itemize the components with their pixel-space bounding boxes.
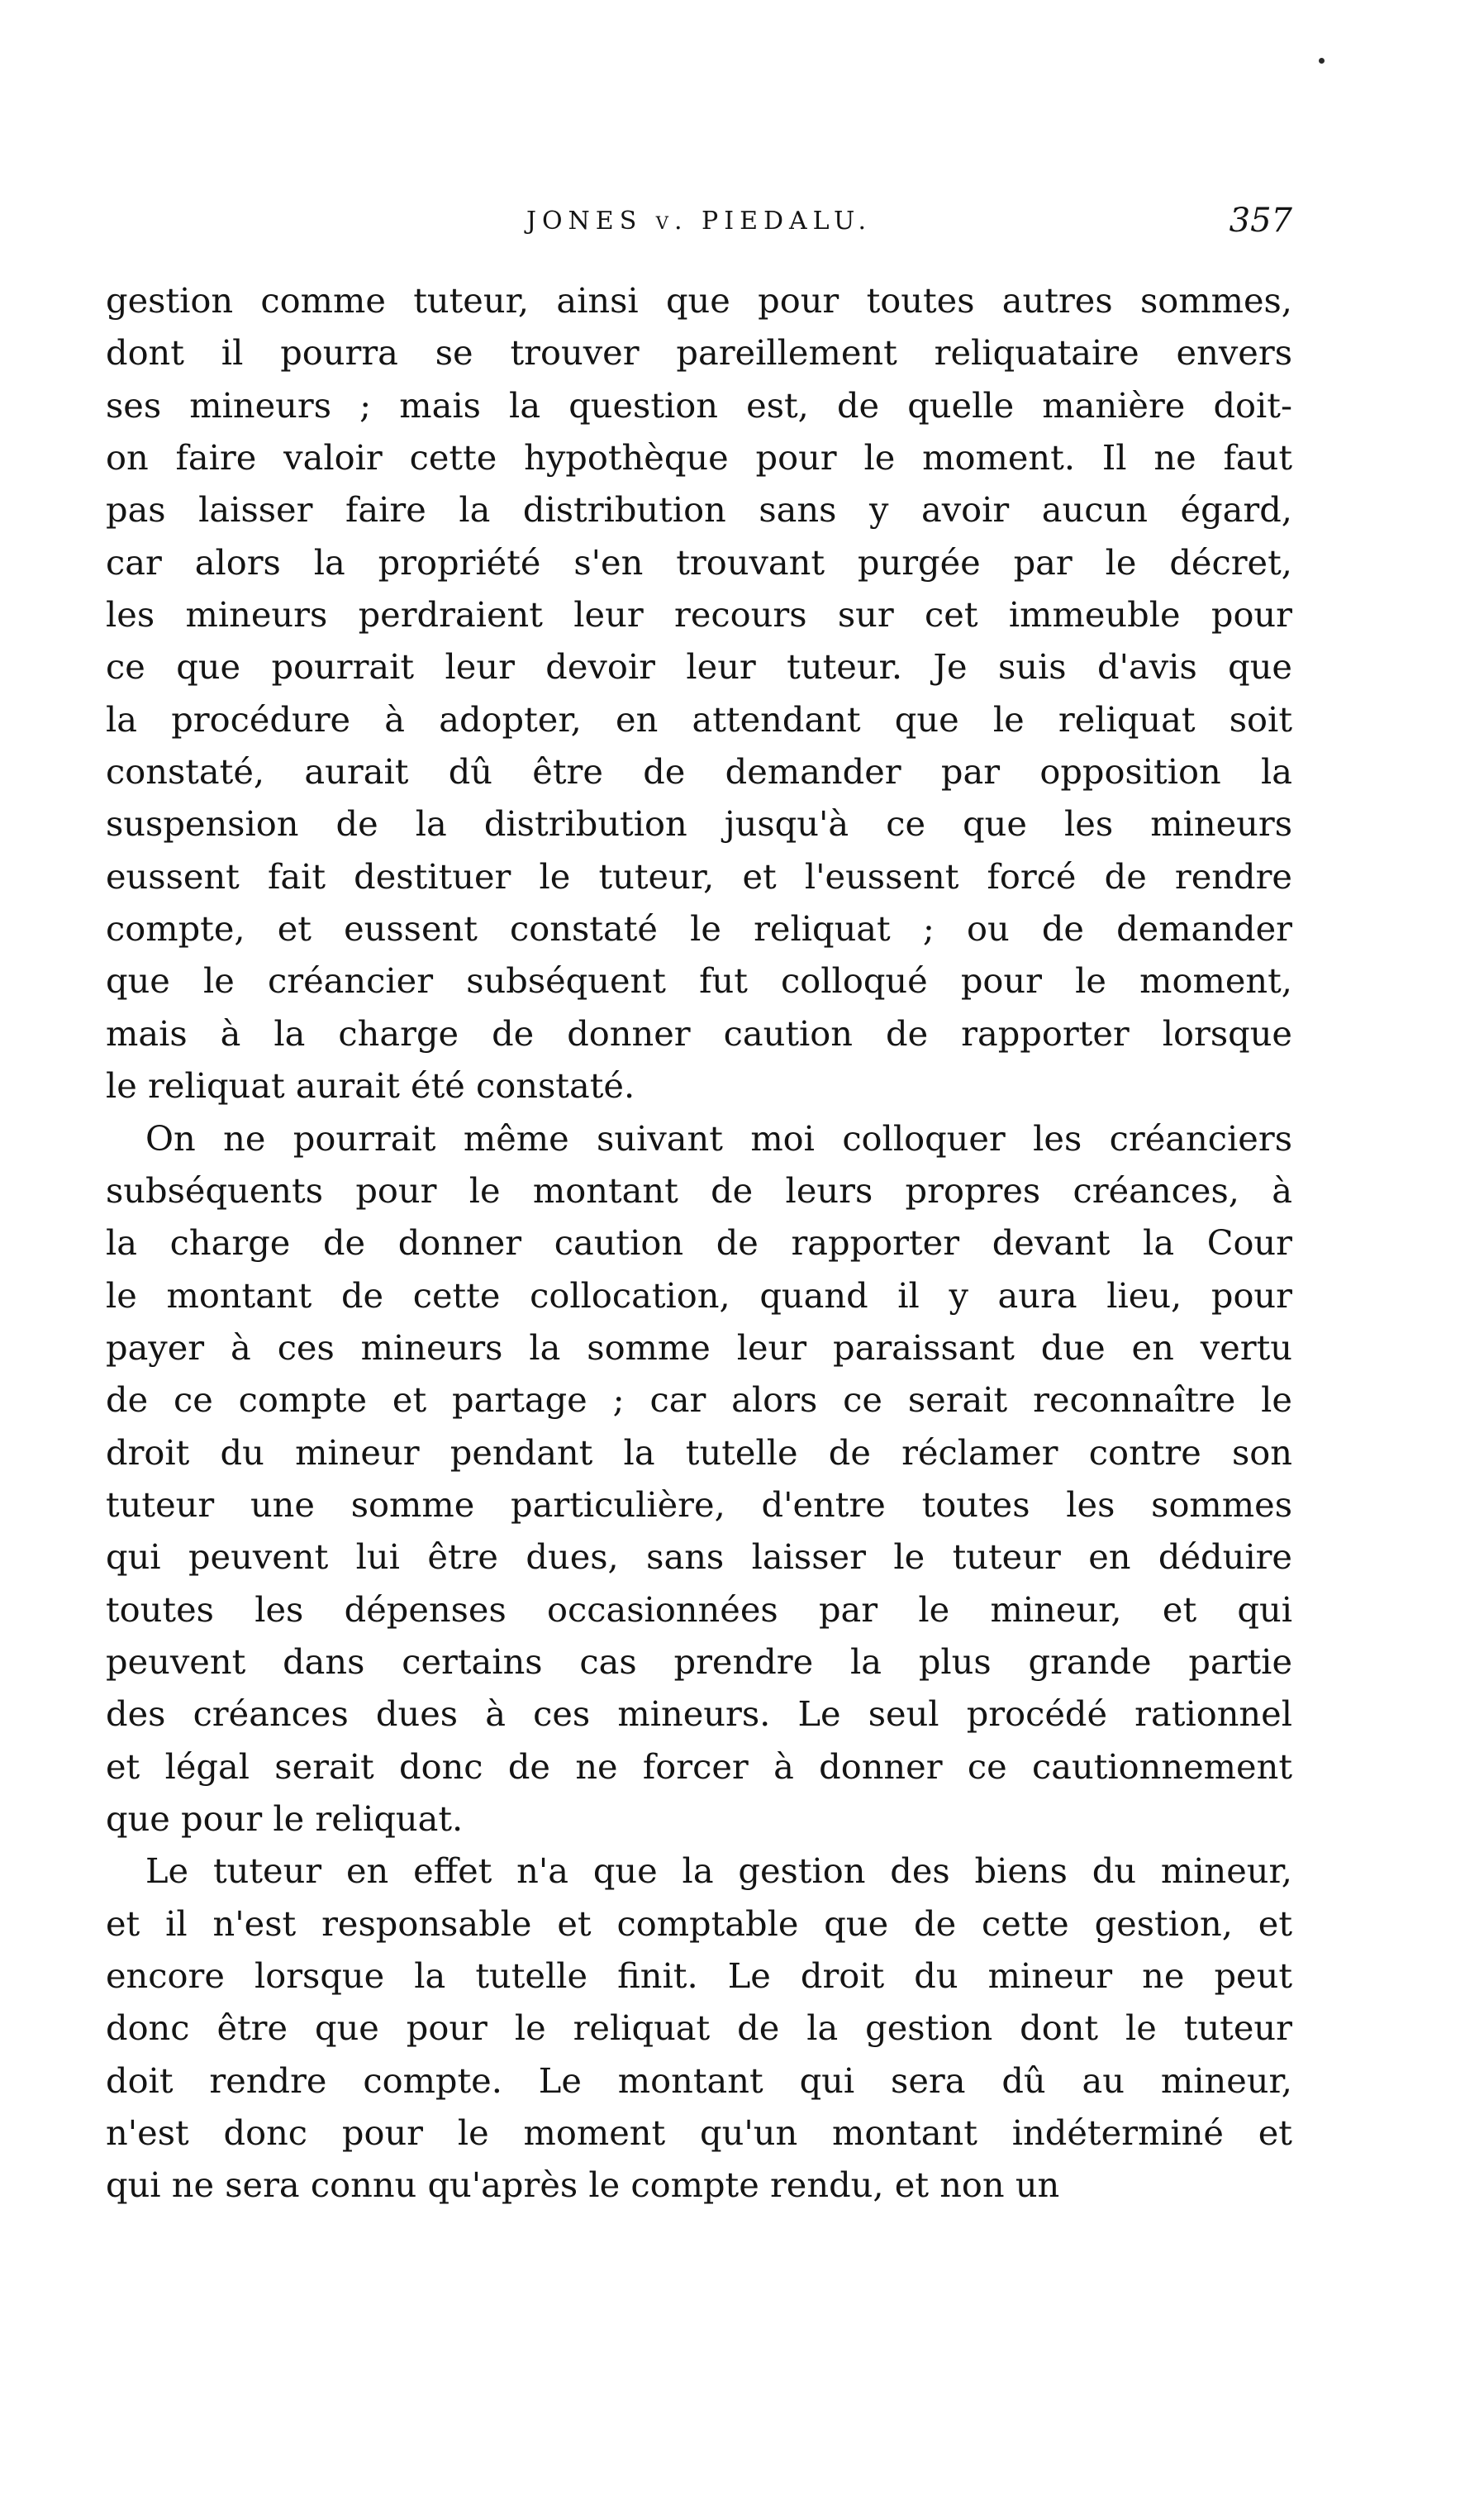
text-line: car alors la propriété s'en trouvant purgée par le décret, [106, 541, 1292, 583]
text-line: payer à ces mineurs la somme leur paraissant due en vertu [106, 1326, 1292, 1368]
text-line: mais à la charge de donner caution de rapporter lorsque [106, 1012, 1292, 1054]
stray-ink-mark [1319, 58, 1325, 64]
page-header [106, 202, 1292, 251]
text-line: ce que pourrait leur devoir leur tuteur. Je suis d'avis que [106, 646, 1292, 688]
text-line: tuteur une somme particulière, d'entre toutes les sommes [106, 1483, 1292, 1525]
text-line: constaté, aurait dû être de demander par opposition la [106, 751, 1292, 793]
text-line: suspension de la distribution jusqu'à ce que les mineurs [106, 803, 1292, 845]
text-line: donc être que pour le reliquat de la gestion dont le tuteur [106, 2007, 1292, 2049]
text-line: les mineurs perdraient leur recours sur cet immeuble pour [106, 594, 1292, 636]
text-line: des créances dues à ces mineurs. Le seul procédé rationnel [106, 1693, 1292, 1735]
paragraph [106, 1112, 1292, 1845]
text-line: encore lorsque la tutelle finit. Le droit du mineur ne peut [106, 1955, 1292, 1996]
paragraph [106, 274, 1292, 1112]
text-line: le reliquat aurait été constaté. [106, 1065, 635, 1107]
text-line: dont il pourra se trouver pareillement reliquataire envers [106, 332, 1292, 374]
text-line: et légal serait donc de ne forcer à donner ce cautionnement [106, 1745, 1292, 1787]
paragraph [106, 1845, 1292, 2211]
text-line: qui peuvent lui être dues, sans laisser le tuteur en déduire [106, 1536, 1292, 1578]
text-line: on faire valoir cette hypothèque pour le moment. Il ne faut [106, 437, 1292, 479]
text-line: la procédure à adopter, en attendant que le reliquat soit [106, 698, 1292, 740]
text-line: que le créancier subséquent fut colloqué pour le moment, [106, 960, 1292, 1002]
text-line: Le tuteur en effet n'a que la gestion des biens du mineur, [145, 1850, 1292, 1892]
text-line: et il n'est responsable et comptable que de cette gestion, et [106, 1902, 1292, 1944]
text-line: compte, et eussent constaté le reliquat ; ou de demander [106, 908, 1292, 950]
text-line: le montant de cette collocation, quand il y aura lieu, pour [106, 1274, 1292, 1316]
text-line: peuvent dans certains cas prendre la plus grande partie [106, 1640, 1292, 1682]
text-line: que pour le reliquat. [106, 1798, 464, 1839]
text-line: n'est donc pour le moment qu'un montant indéterminé et [106, 2112, 1292, 2154]
text-line: doit rendre compte. Le montant qui sera dû au mineur, [106, 2060, 1292, 2101]
text-line: subséquents pour le montant de leurs propres créances, à [106, 1169, 1292, 1211]
body-text [106, 274, 1292, 2212]
text-line: de ce compte et partage ; car alors ce serait reconnaître le [106, 1379, 1292, 1421]
page-number: 357 [1229, 202, 1292, 240]
text-line: On ne pourrait même suivant moi colloquer les créanciers [145, 1117, 1292, 1159]
text-line: ses mineurs ; mais la question est, de quelle manière doit- [106, 384, 1292, 426]
text-line: gestion comme tuteur, ainsi que pour toutes autres sommes, [106, 280, 1292, 321]
text-line: eussent fait destituer le tuteur, et l'eussent forcé de rendre [106, 855, 1292, 897]
text-line: qui ne sera connu qu'après le compte rendu, et non un [106, 2164, 1060, 2206]
text-line: la charge de donner caution de rapporter devant la Cour [106, 1222, 1292, 1264]
text-line: pas laisser faire la distribution sans y avoir aucun égard, [106, 489, 1292, 531]
text-line: droit du mineur pendant la tutelle de réclamer contre son [106, 1431, 1292, 1473]
text-line: toutes les dépenses occasionnées par le mineur, et qui [106, 1588, 1292, 1630]
running-head: JONES v. PIEDALU. [526, 207, 873, 236]
